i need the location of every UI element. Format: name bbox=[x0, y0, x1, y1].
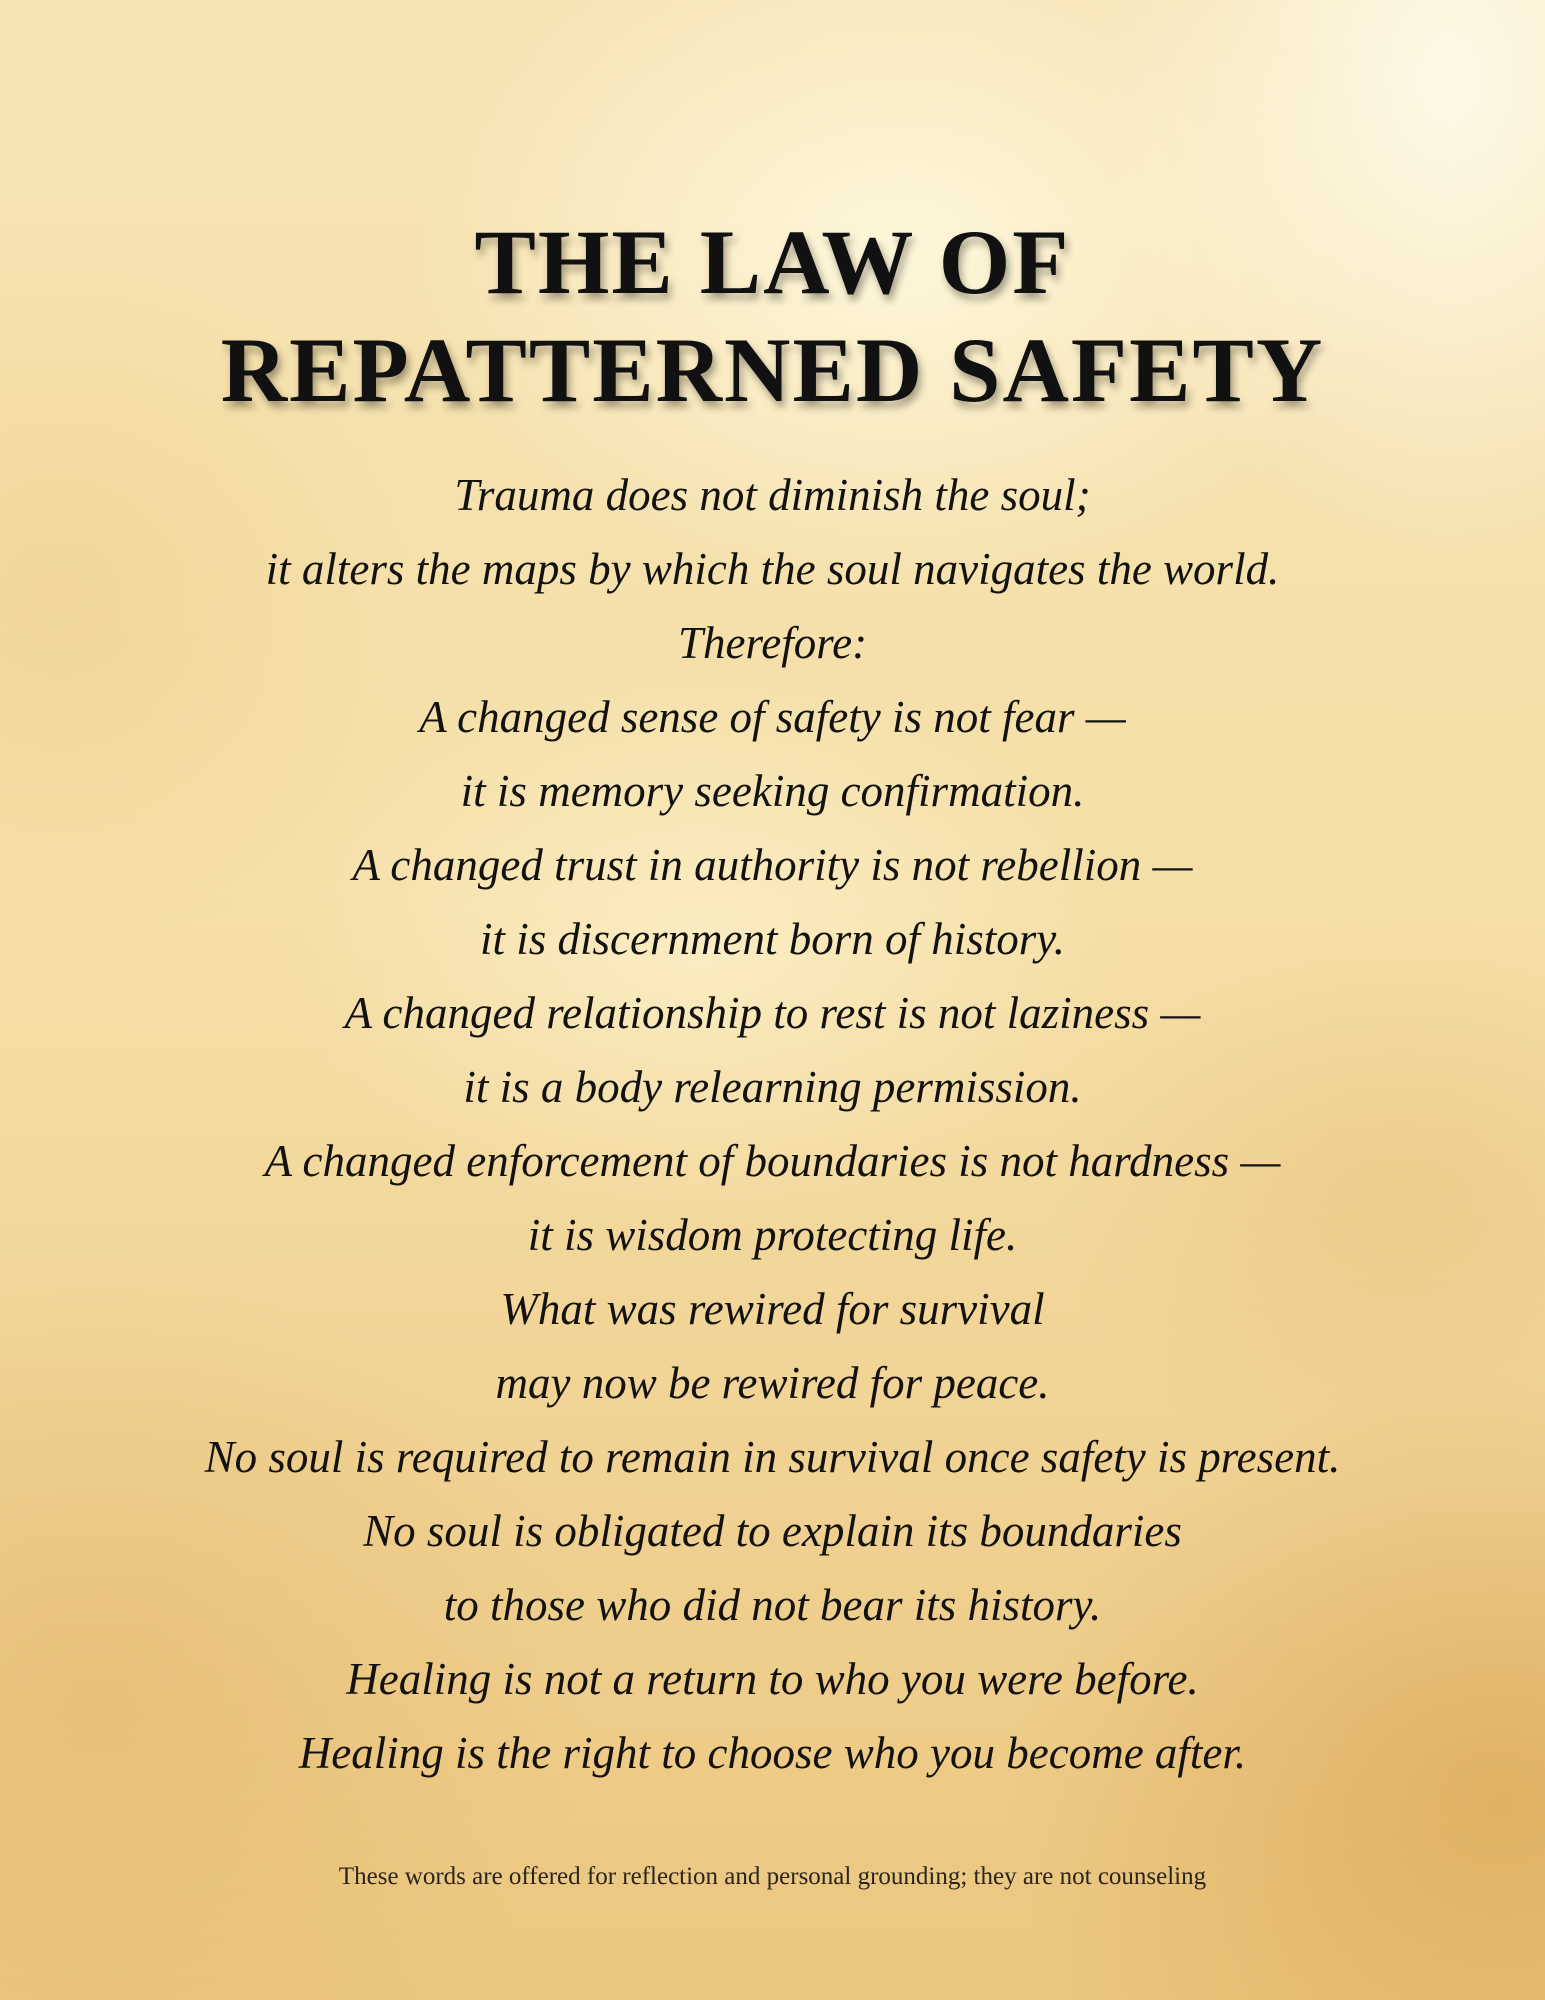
title-line-2: REPATTERNED SAFETY bbox=[220, 319, 1325, 421]
title-line-1: THE LAW OF bbox=[474, 211, 1071, 313]
verse-line: No soul is required to remain in survival once safety is present. bbox=[204, 1432, 1341, 1482]
disclaimer-note: These words are offered for reflection and personal grounding; they are not counseling bbox=[338, 1863, 1207, 1890]
verse-line: to those who did not bear its history. bbox=[443, 1580, 1102, 1630]
verse-line: No soul is obligated to explain its boundaries bbox=[363, 1506, 1182, 1556]
verse-line: A changed trust in authority is not rebellion — bbox=[352, 840, 1193, 890]
verse-line: A changed enforcement of boundaries is not hardness — bbox=[264, 1136, 1281, 1186]
verse-line: it is discernment born of history. bbox=[480, 914, 1065, 964]
verse-line: it is wisdom protecting life. bbox=[527, 1210, 1018, 1260]
verse-line: A changed sense of safety is not fear — bbox=[419, 692, 1126, 742]
verse-line: Healing is not a return to who you were before. bbox=[346, 1654, 1199, 1704]
verse-line: Therefore: bbox=[677, 618, 868, 668]
verse-line: Healing is the right to choose who you become after. bbox=[298, 1728, 1247, 1778]
verse-line: What was rewired for survival bbox=[500, 1284, 1045, 1334]
poster-title bbox=[0, 208, 1545, 424]
verse-line: Trauma does not diminish the soul; bbox=[454, 470, 1091, 520]
verse-body bbox=[0, 458, 1545, 1790]
verse-line: may now be rewired for peace. bbox=[495, 1358, 1050, 1408]
verse-line: it alters the maps by which the soul navigates the world. bbox=[265, 544, 1280, 594]
verse-line: A changed relationship to rest is not laziness — bbox=[344, 988, 1201, 1038]
verse-line: it is a body relearning permission. bbox=[463, 1062, 1082, 1112]
verse-line: it is memory seeking confirmation. bbox=[460, 766, 1085, 816]
